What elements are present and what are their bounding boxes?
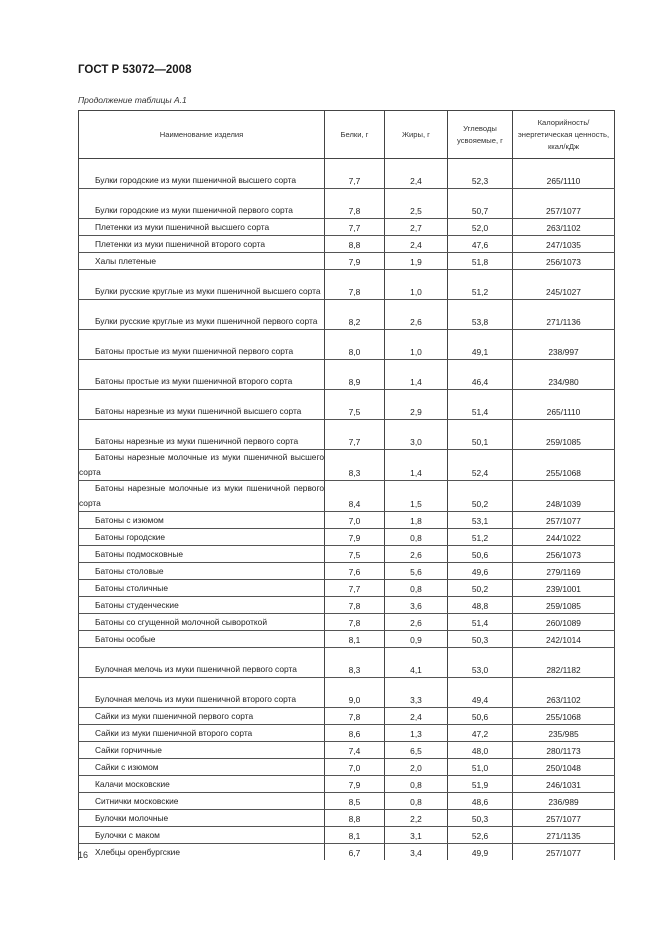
- cell-energy: 259/1085: [513, 420, 615, 450]
- cell-energy: 257/1077: [513, 189, 615, 219]
- cell-protein: 7,0: [325, 759, 385, 776]
- cell-carbs: 50,7: [448, 189, 513, 219]
- cell-protein: 8,9: [325, 360, 385, 390]
- cell-carbs: 47,2: [448, 725, 513, 742]
- cell-protein: 7,7: [325, 219, 385, 236]
- cell-name: Булочная мелочь из муки пшеничной второго сорта: [79, 678, 325, 708]
- cell-name: Батоны нарезные молочные из муки пшеничной первого сорта: [79, 481, 325, 512]
- cell-fat: 2,5: [385, 189, 448, 219]
- cell-name: Плетенки из муки пшеничной второго сорта: [79, 236, 325, 253]
- nutrition-table: [78, 110, 615, 860]
- cell-name: Сайки горчичные: [79, 742, 325, 759]
- table-row: [79, 631, 615, 648]
- cell-carbs: 47,6: [448, 236, 513, 253]
- cell-protein: 8,1: [325, 631, 385, 648]
- cell-fat: 5,6: [385, 563, 448, 580]
- cell-fat: 3,1: [385, 827, 448, 844]
- table-row: [79, 512, 615, 529]
- cell-fat: 6,5: [385, 742, 448, 759]
- cell-name: Батоны особые: [79, 631, 325, 648]
- cell-fat: 0,8: [385, 529, 448, 546]
- column-header-fat: Жиры, г: [385, 111, 448, 159]
- cell-energy: 265/1110: [513, 390, 615, 420]
- cell-carbs: 49,6: [448, 563, 513, 580]
- cell-energy: 257/1077: [513, 844, 615, 861]
- cell-protein: 7,7: [325, 420, 385, 450]
- cell-name: Плетенки из муки пшеничной высшего сорта: [79, 219, 325, 236]
- cell-carbs: 50,1: [448, 420, 513, 450]
- cell-protein: 8,1: [325, 827, 385, 844]
- cell-fat: 2,6: [385, 546, 448, 563]
- cell-protein: 7,9: [325, 776, 385, 793]
- table-caption: Продолжение таблицы А.1: [78, 95, 187, 105]
- cell-carbs: 51,2: [448, 529, 513, 546]
- table-row: [79, 300, 615, 330]
- cell-name: Батоны простые из муки пшеничной первого сорта: [79, 330, 325, 360]
- cell-name: Сайки из муки пшеничной второго сорта: [79, 725, 325, 742]
- cell-fat: 2,6: [385, 614, 448, 631]
- cell-carbs: 51,9: [448, 776, 513, 793]
- cell-carbs: 53,1: [448, 512, 513, 529]
- cell-carbs: 49,1: [448, 330, 513, 360]
- cell-energy: 250/1048: [513, 759, 615, 776]
- cell-energy: 234/980: [513, 360, 615, 390]
- cell-fat: 0,8: [385, 776, 448, 793]
- table-row: [79, 648, 615, 678]
- cell-energy: 271/1136: [513, 300, 615, 330]
- table-row: [79, 270, 615, 300]
- cell-energy: 242/1014: [513, 631, 615, 648]
- cell-protein: 8,3: [325, 648, 385, 678]
- cell-protein: 7,9: [325, 253, 385, 270]
- cell-name: Батоны нарезные из муки пшеничной высшего сорта: [79, 390, 325, 420]
- cell-name: Батоны нарезные молочные из муки пшеничной высшего сорта: [79, 450, 325, 481]
- cell-fat: 2,0: [385, 759, 448, 776]
- cell-protein: 7,8: [325, 597, 385, 614]
- cell-protein: 7,8: [325, 614, 385, 631]
- cell-name: Батоны столичные: [79, 580, 325, 597]
- cell-protein: 8,4: [325, 481, 385, 512]
- cell-name: Булки русские круглые из муки пшеничной первого сорта: [79, 300, 325, 330]
- cell-protein: 7,7: [325, 580, 385, 597]
- cell-energy: 246/1031: [513, 776, 615, 793]
- cell-fat: 2,9: [385, 390, 448, 420]
- cell-energy: 245/1027: [513, 270, 615, 300]
- table-row: [79, 742, 615, 759]
- cell-name: Ситнички московские: [79, 793, 325, 810]
- cell-carbs: 52,3: [448, 159, 513, 189]
- cell-energy: 279/1169: [513, 563, 615, 580]
- cell-name: Хлебцы оренбургские: [79, 844, 325, 861]
- cell-fat: 0,8: [385, 580, 448, 597]
- cell-fat: 4,1: [385, 648, 448, 678]
- page-number: 16: [78, 850, 89, 860]
- cell-protein: 7,9: [325, 529, 385, 546]
- cell-energy: 247/1035: [513, 236, 615, 253]
- table-body: [79, 159, 615, 861]
- cell-protein: 6,7: [325, 844, 385, 861]
- cell-name: Батоны подмосковные: [79, 546, 325, 563]
- cell-fat: 3,3: [385, 678, 448, 708]
- cell-fat: 3,0: [385, 420, 448, 450]
- cell-carbs: 51,4: [448, 614, 513, 631]
- cell-protein: 7,8: [325, 708, 385, 725]
- cell-name: Булочки с маком: [79, 827, 325, 844]
- cell-name: Батоны студенческие: [79, 597, 325, 614]
- cell-energy: 263/1102: [513, 678, 615, 708]
- cell-energy: 238/997: [513, 330, 615, 360]
- cell-fat: 0,9: [385, 631, 448, 648]
- cell-protein: 7,7: [325, 159, 385, 189]
- table-row: [79, 708, 615, 725]
- table-row: [79, 563, 615, 580]
- cell-protein: 9,0: [325, 678, 385, 708]
- cell-name: Батоны столовые: [79, 563, 325, 580]
- table-row: [79, 481, 615, 512]
- cell-carbs: 53,0: [448, 648, 513, 678]
- cell-name: Батоны простые из муки пшеничной второго сорта: [79, 360, 325, 390]
- cell-carbs: 53,8: [448, 300, 513, 330]
- cell-fat: 2,6: [385, 300, 448, 330]
- cell-energy: 256/1073: [513, 253, 615, 270]
- cell-energy: 244/1022: [513, 529, 615, 546]
- cell-carbs: 50,2: [448, 481, 513, 512]
- cell-fat: 1,4: [385, 360, 448, 390]
- cell-protein: 7,8: [325, 189, 385, 219]
- cell-protein: 7,4: [325, 742, 385, 759]
- cell-carbs: 48,0: [448, 742, 513, 759]
- cell-energy: 255/1068: [513, 708, 615, 725]
- cell-fat: 1,9: [385, 253, 448, 270]
- cell-energy: 260/1089: [513, 614, 615, 631]
- cell-protein: 7,6: [325, 563, 385, 580]
- cell-fat: 2,4: [385, 159, 448, 189]
- cell-carbs: 50,3: [448, 810, 513, 827]
- cell-name: Халы плетеные: [79, 253, 325, 270]
- cell-carbs: 51,0: [448, 759, 513, 776]
- table-row: [79, 529, 615, 546]
- cell-carbs: 50,2: [448, 580, 513, 597]
- cell-carbs: 52,6: [448, 827, 513, 844]
- cell-carbs: 50,6: [448, 708, 513, 725]
- table-row: [79, 420, 615, 450]
- table-row: [79, 360, 615, 390]
- cell-carbs: 51,4: [448, 390, 513, 420]
- cell-carbs: 50,6: [448, 546, 513, 563]
- cell-fat: 2,2: [385, 810, 448, 827]
- cell-energy: 271/1135: [513, 827, 615, 844]
- cell-energy: 235/985: [513, 725, 615, 742]
- table-row: [79, 390, 615, 420]
- cell-energy: 248/1039: [513, 481, 615, 512]
- cell-carbs: 52,0: [448, 219, 513, 236]
- column-header-name: Наименование изделия: [79, 111, 325, 159]
- table-row: [79, 793, 615, 810]
- cell-carbs: 48,6: [448, 793, 513, 810]
- cell-fat: 1,0: [385, 330, 448, 360]
- cell-energy: 259/1085: [513, 597, 615, 614]
- table-row: [79, 189, 615, 219]
- cell-protein: 8,5: [325, 793, 385, 810]
- cell-name: Булочная мелочь из муки пшеничной первого сорта: [79, 648, 325, 678]
- table-row: [79, 827, 615, 844]
- cell-energy: 265/1110: [513, 159, 615, 189]
- cell-energy: 255/1068: [513, 450, 615, 481]
- column-header-carbs: Углеводы усвояемые, г: [448, 111, 513, 159]
- cell-fat: 2,4: [385, 236, 448, 253]
- cell-energy: 239/1001: [513, 580, 615, 597]
- cell-name: Булочки молочные: [79, 810, 325, 827]
- cell-carbs: 52,4: [448, 450, 513, 481]
- cell-carbs: 49,9: [448, 844, 513, 861]
- cell-protein: 8,2: [325, 300, 385, 330]
- cell-energy: 280/1173: [513, 742, 615, 759]
- document-code: ГОСТ Р 53072—2008: [78, 64, 192, 76]
- cell-fat: 2,7: [385, 219, 448, 236]
- table-row: [79, 678, 615, 708]
- table-row: [79, 546, 615, 563]
- table-row: [79, 725, 615, 742]
- table-row: [79, 236, 615, 253]
- table-row: [79, 844, 615, 861]
- table-row: [79, 580, 615, 597]
- cell-fat: 1,8: [385, 512, 448, 529]
- table-row: [79, 597, 615, 614]
- cell-carbs: 49,4: [448, 678, 513, 708]
- cell-name: Батоны с изюмом: [79, 512, 325, 529]
- table-row: [79, 450, 615, 481]
- cell-carbs: 51,8: [448, 253, 513, 270]
- cell-name: Булки городские из муки пшеничной первого сорта: [79, 189, 325, 219]
- cell-fat: 1,5: [385, 481, 448, 512]
- table-row: [79, 614, 615, 631]
- cell-name: Сайки с изюмом: [79, 759, 325, 776]
- cell-fat: 0,8: [385, 793, 448, 810]
- cell-name: Булки городские из муки пшеничной высшего сорта: [79, 159, 325, 189]
- table-row: [79, 776, 615, 793]
- cell-carbs: 50,3: [448, 631, 513, 648]
- cell-name: Батоны городские: [79, 529, 325, 546]
- cell-protein: 8,6: [325, 725, 385, 742]
- cell-protein: 7,5: [325, 546, 385, 563]
- cell-fat: 1,3: [385, 725, 448, 742]
- cell-fat: 1,4: [385, 450, 448, 481]
- table-row: [79, 330, 615, 360]
- cell-fat: 2,4: [385, 708, 448, 725]
- cell-carbs: 46,4: [448, 360, 513, 390]
- table-row: [79, 810, 615, 827]
- cell-energy: 263/1102: [513, 219, 615, 236]
- cell-protein: 8,8: [325, 236, 385, 253]
- cell-name: Булки русские круглые из муки пшеничной высшего сорта: [79, 270, 325, 300]
- table-row: [79, 159, 615, 189]
- cell-protein: 7,0: [325, 512, 385, 529]
- cell-name: Батоны со сгущенной молочной сывороткой: [79, 614, 325, 631]
- cell-carbs: 48,8: [448, 597, 513, 614]
- cell-name: Калачи московские: [79, 776, 325, 793]
- cell-energy: 256/1073: [513, 546, 615, 563]
- column-header-protein: Белки, г: [325, 111, 385, 159]
- table-header-row: [79, 111, 615, 159]
- cell-name: Батоны нарезные из муки пшеничной первого сорта: [79, 420, 325, 450]
- cell-protein: 8,8: [325, 810, 385, 827]
- cell-energy: 236/989: [513, 793, 615, 810]
- table-row: [79, 759, 615, 776]
- column-header-energy: Калорийность/ энергетическая ценность, ккал/кДж: [513, 111, 615, 159]
- table-row: [79, 253, 615, 270]
- cell-energy: 257/1077: [513, 810, 615, 827]
- cell-protein: 8,0: [325, 330, 385, 360]
- cell-protein: 8,3: [325, 450, 385, 481]
- cell-fat: 3,6: [385, 597, 448, 614]
- cell-fat: 1,0: [385, 270, 448, 300]
- cell-name: Сайки из муки пшеничной первого сорта: [79, 708, 325, 725]
- table-row: [79, 219, 615, 236]
- cell-protein: 7,5: [325, 390, 385, 420]
- cell-carbs: 51,2: [448, 270, 513, 300]
- cell-energy: 257/1077: [513, 512, 615, 529]
- cell-energy: 282/1182: [513, 648, 615, 678]
- cell-fat: 3,4: [385, 844, 448, 861]
- cell-protein: 7,8: [325, 270, 385, 300]
